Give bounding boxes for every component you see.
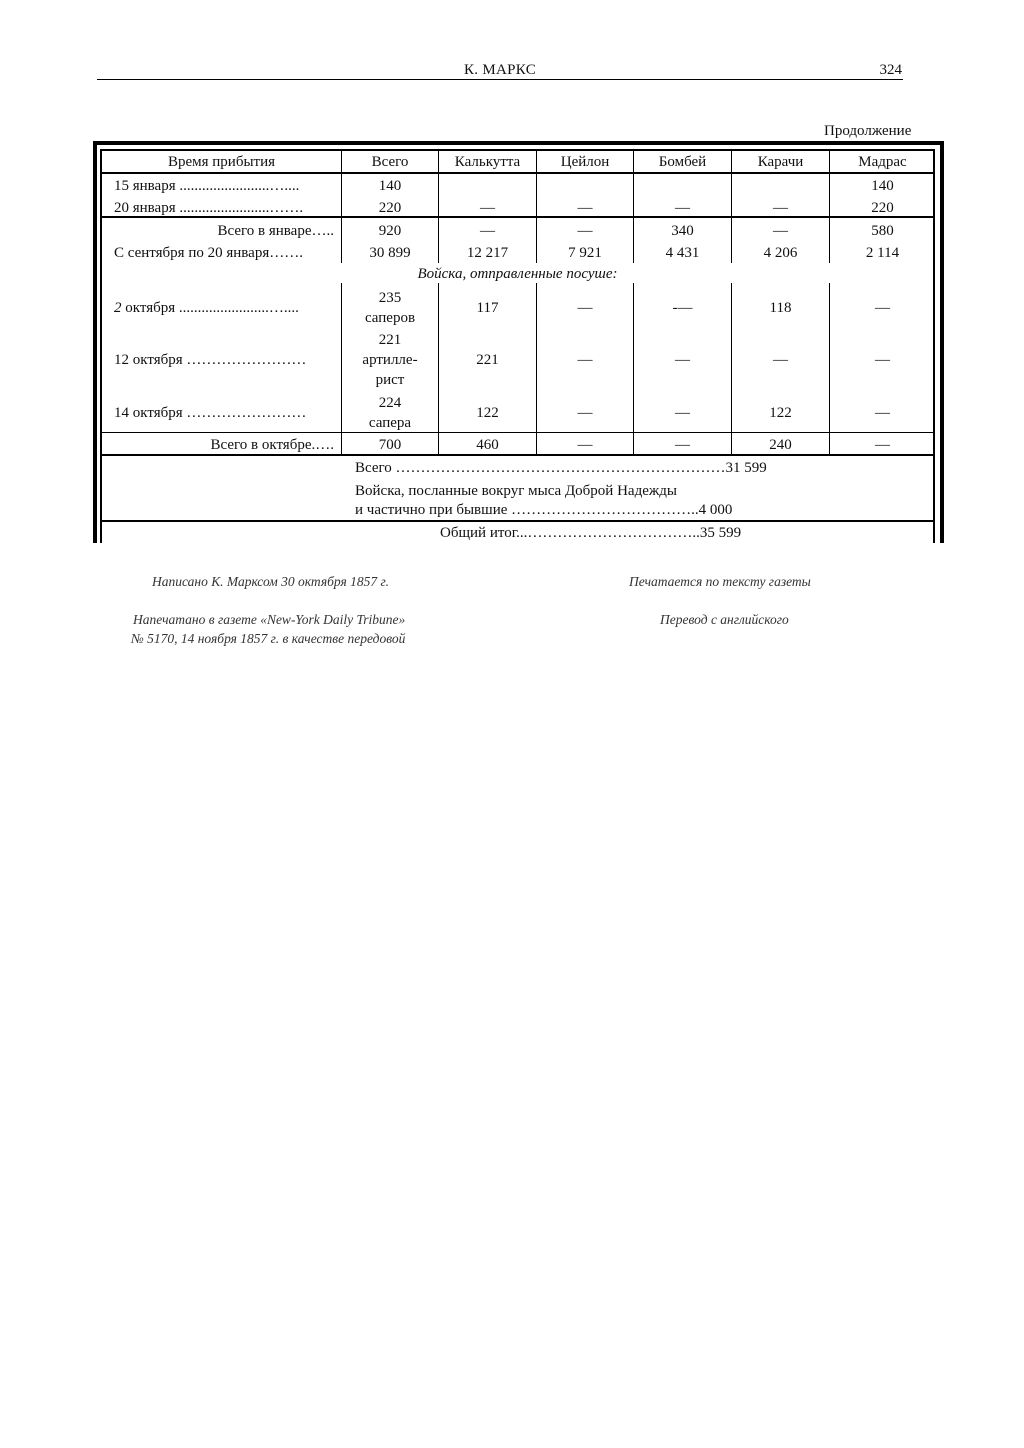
col-header-bombay: Бомбей — [658, 154, 707, 170]
cell-bombay: — — [675, 352, 690, 368]
col-header-karachi: Карачи — [757, 154, 804, 170]
cell-bombay: 340 — [671, 223, 694, 239]
page-number: 324 — [879, 62, 902, 78]
cell-bombay: — — [675, 200, 690, 216]
col-header-arrival: Время прибытия — [167, 154, 276, 170]
source-note: Печатается по тексту газеты — [629, 574, 811, 589]
row-label — [114, 298, 299, 318]
row-label: Всего в октябре.…. — [210, 437, 334, 453]
cell-total-unit: рист — [375, 372, 405, 388]
cell-total-unit: артилле- — [362, 352, 418, 368]
summary-cape-line: и частично при бывшие ………………………………..4 000 — [355, 502, 733, 518]
col-header-total: Всего — [371, 154, 409, 170]
col-header-madras: Мадрас — [858, 154, 907, 170]
cell-karachi: 4 206 — [763, 245, 798, 261]
cell-bombay: 4 431 — [665, 245, 700, 261]
continuation-label: Продолжение — [824, 123, 912, 139]
cell-madras: 140 — [871, 178, 894, 194]
cell-madras: — — [875, 352, 890, 368]
row-label: 20 января ........................……. — [114, 200, 304, 216]
cell-total: 700 — [378, 437, 402, 453]
cell-calcutta: 122 — [476, 405, 499, 421]
cell-total: 221 — [378, 332, 402, 348]
cell-total: 30 899 — [369, 245, 411, 261]
running-header — [97, 60, 903, 80]
col-header-ceylon: Цейлон — [560, 154, 610, 170]
row-label: 14 октября …………………… — [114, 405, 307, 421]
cell-calcutta: 460 — [476, 437, 499, 453]
row-date-number: 2 — [114, 300, 122, 316]
printed-note: Напечатано в газете «New-York Daily Tribune» — [133, 612, 406, 627]
cell-madras: — — [875, 437, 890, 453]
cell-karachi: 122 — [769, 405, 792, 421]
grand-total-rule — [100, 520, 935, 522]
cell-calcutta: — — [480, 223, 495, 239]
cell-total: 224 — [378, 395, 402, 411]
col-header-calcutta: Калькутта — [454, 154, 521, 170]
written-note: Написано К. Марксом 30 октября 1857 г. — [152, 574, 389, 589]
cell-ceylon: — — [577, 223, 593, 239]
row-label: С сентября по 20 января……. — [114, 245, 303, 261]
summary-cape-line: Войска, посланные вокруг мыса Доброй Надежды — [355, 483, 677, 499]
cell-calcutta: 12 217 — [466, 245, 509, 261]
cell-karachi: — — [773, 223, 788, 239]
cell-bombay: -— — [672, 300, 693, 316]
cell-ceylon: — — [577, 405, 593, 421]
row-label: 12 октября …………………… — [114, 352, 307, 368]
october-rule — [100, 432, 935, 433]
cell-ceylon: — — [577, 200, 593, 216]
cell-bombay: — — [675, 405, 690, 421]
cell-karachi: — — [773, 200, 788, 216]
cell-ceylon: — — [577, 437, 593, 453]
summary-total: Всего …………………………………………………………31 599 — [355, 460, 767, 476]
cell-madras: — — [875, 300, 890, 316]
cell-ceylon: — — [577, 300, 593, 316]
cell-calcutta: 221 — [476, 352, 499, 368]
cell-karachi: — — [773, 352, 788, 368]
cell-ceylon: — — [577, 352, 593, 368]
row-label: 15 января ........................….... — [114, 178, 300, 194]
cell-total: 235 — [378, 290, 402, 306]
printed-note: № 5170, 14 ноября 1857 г. в качестве передовой — [131, 631, 406, 646]
grand-total: Общий итог...……………………………..35 599 — [440, 525, 742, 541]
cell-total: 140 — [378, 178, 402, 194]
cell-bombay: — — [675, 437, 690, 453]
cell-total-unit: саперов — [364, 310, 416, 326]
cell-karachi: 240 — [769, 437, 792, 453]
translation-note: Перевод с английского — [660, 612, 789, 627]
row-date-text: октября ........................….... — [125, 300, 299, 316]
cell-karachi: 118 — [769, 300, 792, 316]
cell-total-unit: сапера — [368, 415, 412, 431]
cell-madras: — — [875, 405, 890, 421]
cell-total: 920 — [378, 223, 402, 239]
cell-madras: 580 — [871, 223, 894, 239]
row-label: Всего в январе….. — [217, 223, 334, 239]
cell-madras: 2 114 — [865, 245, 900, 261]
cell-madras: 220 — [871, 200, 894, 216]
cell-ceylon: 7 921 — [568, 245, 602, 261]
cell-calcutta: 117 — [476, 300, 499, 316]
cell-calcutta: — — [480, 200, 495, 216]
cell-total: 220 — [378, 200, 402, 216]
author-heading: К. МАРКС — [463, 62, 537, 78]
header-rule — [100, 172, 935, 174]
overland-heading: Войска, отправленные посуше: — [417, 266, 618, 282]
